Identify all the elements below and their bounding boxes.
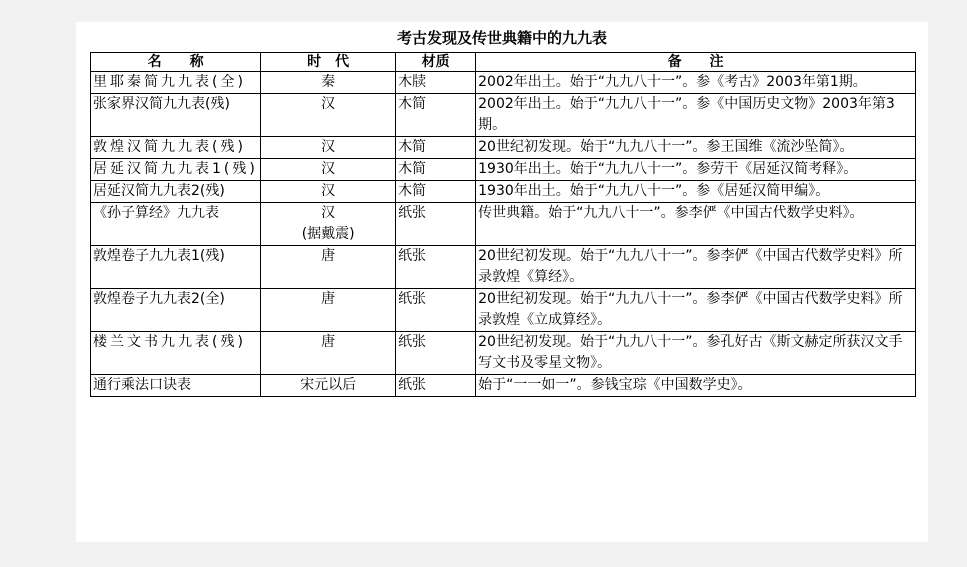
table-row <box>91 94 916 137</box>
table-row <box>91 72 916 94</box>
cell-material: 纸张 <box>396 203 476 246</box>
cell-note: 始于“一一如一”。参钱宝琮《中国数学史》。 <box>476 375 916 397</box>
table-row <box>91 181 916 203</box>
cell-era: 汉 <box>321 205 336 221</box>
table-row <box>91 203 916 246</box>
cell-material: 木简 <box>396 137 476 159</box>
cell-era-group <box>261 203 396 246</box>
cell-era: 唐 <box>261 246 396 289</box>
cell-material: 木简 <box>396 181 476 203</box>
cell-name: 居延汉简九九表1(残) <box>91 159 261 181</box>
header-row <box>91 53 916 72</box>
multiplication-table-list <box>90 52 916 397</box>
cell-material: 木牍 <box>396 72 476 94</box>
cell-note: 1930年出土。始于“九九八十一”。参《居延汉简甲编》。 <box>476 181 916 203</box>
cell-material: 纸张 <box>396 246 476 289</box>
header-era: 时 代 <box>261 53 396 72</box>
cell-note: 1930年出土。始于“九九八十一”。参劳干《居延汉简考释》。 <box>476 159 916 181</box>
table-row <box>91 246 916 289</box>
cell-note: 20世纪初发现。始于“九九八十一”。参王国维《流沙坠简》。 <box>476 137 916 159</box>
cell-name: 敦煌卷子九九表1(残) <box>91 246 261 289</box>
table-row <box>91 159 916 181</box>
header-name: 名 称 <box>91 53 261 72</box>
cell-era: 汉 <box>261 94 396 137</box>
cell-note: 20世纪初发现。始于“九九八十一”。参李俨《中国古代数学史料》所录敦煌《算经》。 <box>476 246 916 289</box>
cell-material: 纸张 <box>396 375 476 397</box>
cell-name: 里耶秦简九九表(全) <box>91 72 261 94</box>
cell-material: 纸张 <box>396 332 476 375</box>
cell-name: 张家界汉简九九表(残) <box>91 94 261 137</box>
cell-era: 汉 <box>261 137 396 159</box>
cell-era: 唐 <box>261 332 396 375</box>
cell-note: 20世纪初发现。始于“九九八十一”。参李俨《中国古代数学史料》所录敦煌《立成算经》。 <box>476 289 916 332</box>
cell-name: 居延汉简九九表2(残) <box>91 181 261 203</box>
table-row <box>91 289 916 332</box>
cell-note: 2002年出土。始于“九九八十一”。参《考古》2003年第1期。 <box>476 72 916 94</box>
cell-material: 木简 <box>396 159 476 181</box>
cell-era: 汉 <box>261 181 396 203</box>
cell-note: 传世典籍。始于“九九八十一”。参李俨《中国古代数学史料》。 <box>476 203 916 246</box>
cell-era: 汉 <box>261 159 396 181</box>
cell-name: 《孙子算经》九九表 <box>91 203 261 246</box>
table-row <box>91 137 916 159</box>
table-title: 考古发现及传世典籍中的九九表 <box>396 29 607 47</box>
table-row <box>91 332 916 375</box>
cell-name: 通行乘法口诀表 <box>91 375 261 397</box>
header-material: 材质 <box>396 53 476 72</box>
cell-era-source: (据戴震) <box>301 226 355 242</box>
cell-name: 敦煌卷子九九表2(全) <box>91 289 261 332</box>
cell-era: 秦 <box>261 72 396 94</box>
cell-note: 20世纪初发现。始于“九九八十一”。参孔好古《斯文赫定所获汉文手写文书及零星文物》。 <box>476 332 916 375</box>
cell-era: 唐 <box>261 289 396 332</box>
cell-note: 2002年出土。始于“九九八十一”。参《中国历史文物》2003年第3期。 <box>476 94 916 137</box>
cell-material: 纸张 <box>396 289 476 332</box>
header-note: 备 注 <box>476 53 916 72</box>
cell-name: 敦煌汉简九九表(残) <box>91 137 261 159</box>
table-row <box>91 375 916 397</box>
cell-material: 木简 <box>396 94 476 137</box>
document-page <box>76 22 928 542</box>
cell-name: 楼兰文书九九表(残) <box>91 332 261 375</box>
cell-era: 宋元以后 <box>261 375 396 397</box>
